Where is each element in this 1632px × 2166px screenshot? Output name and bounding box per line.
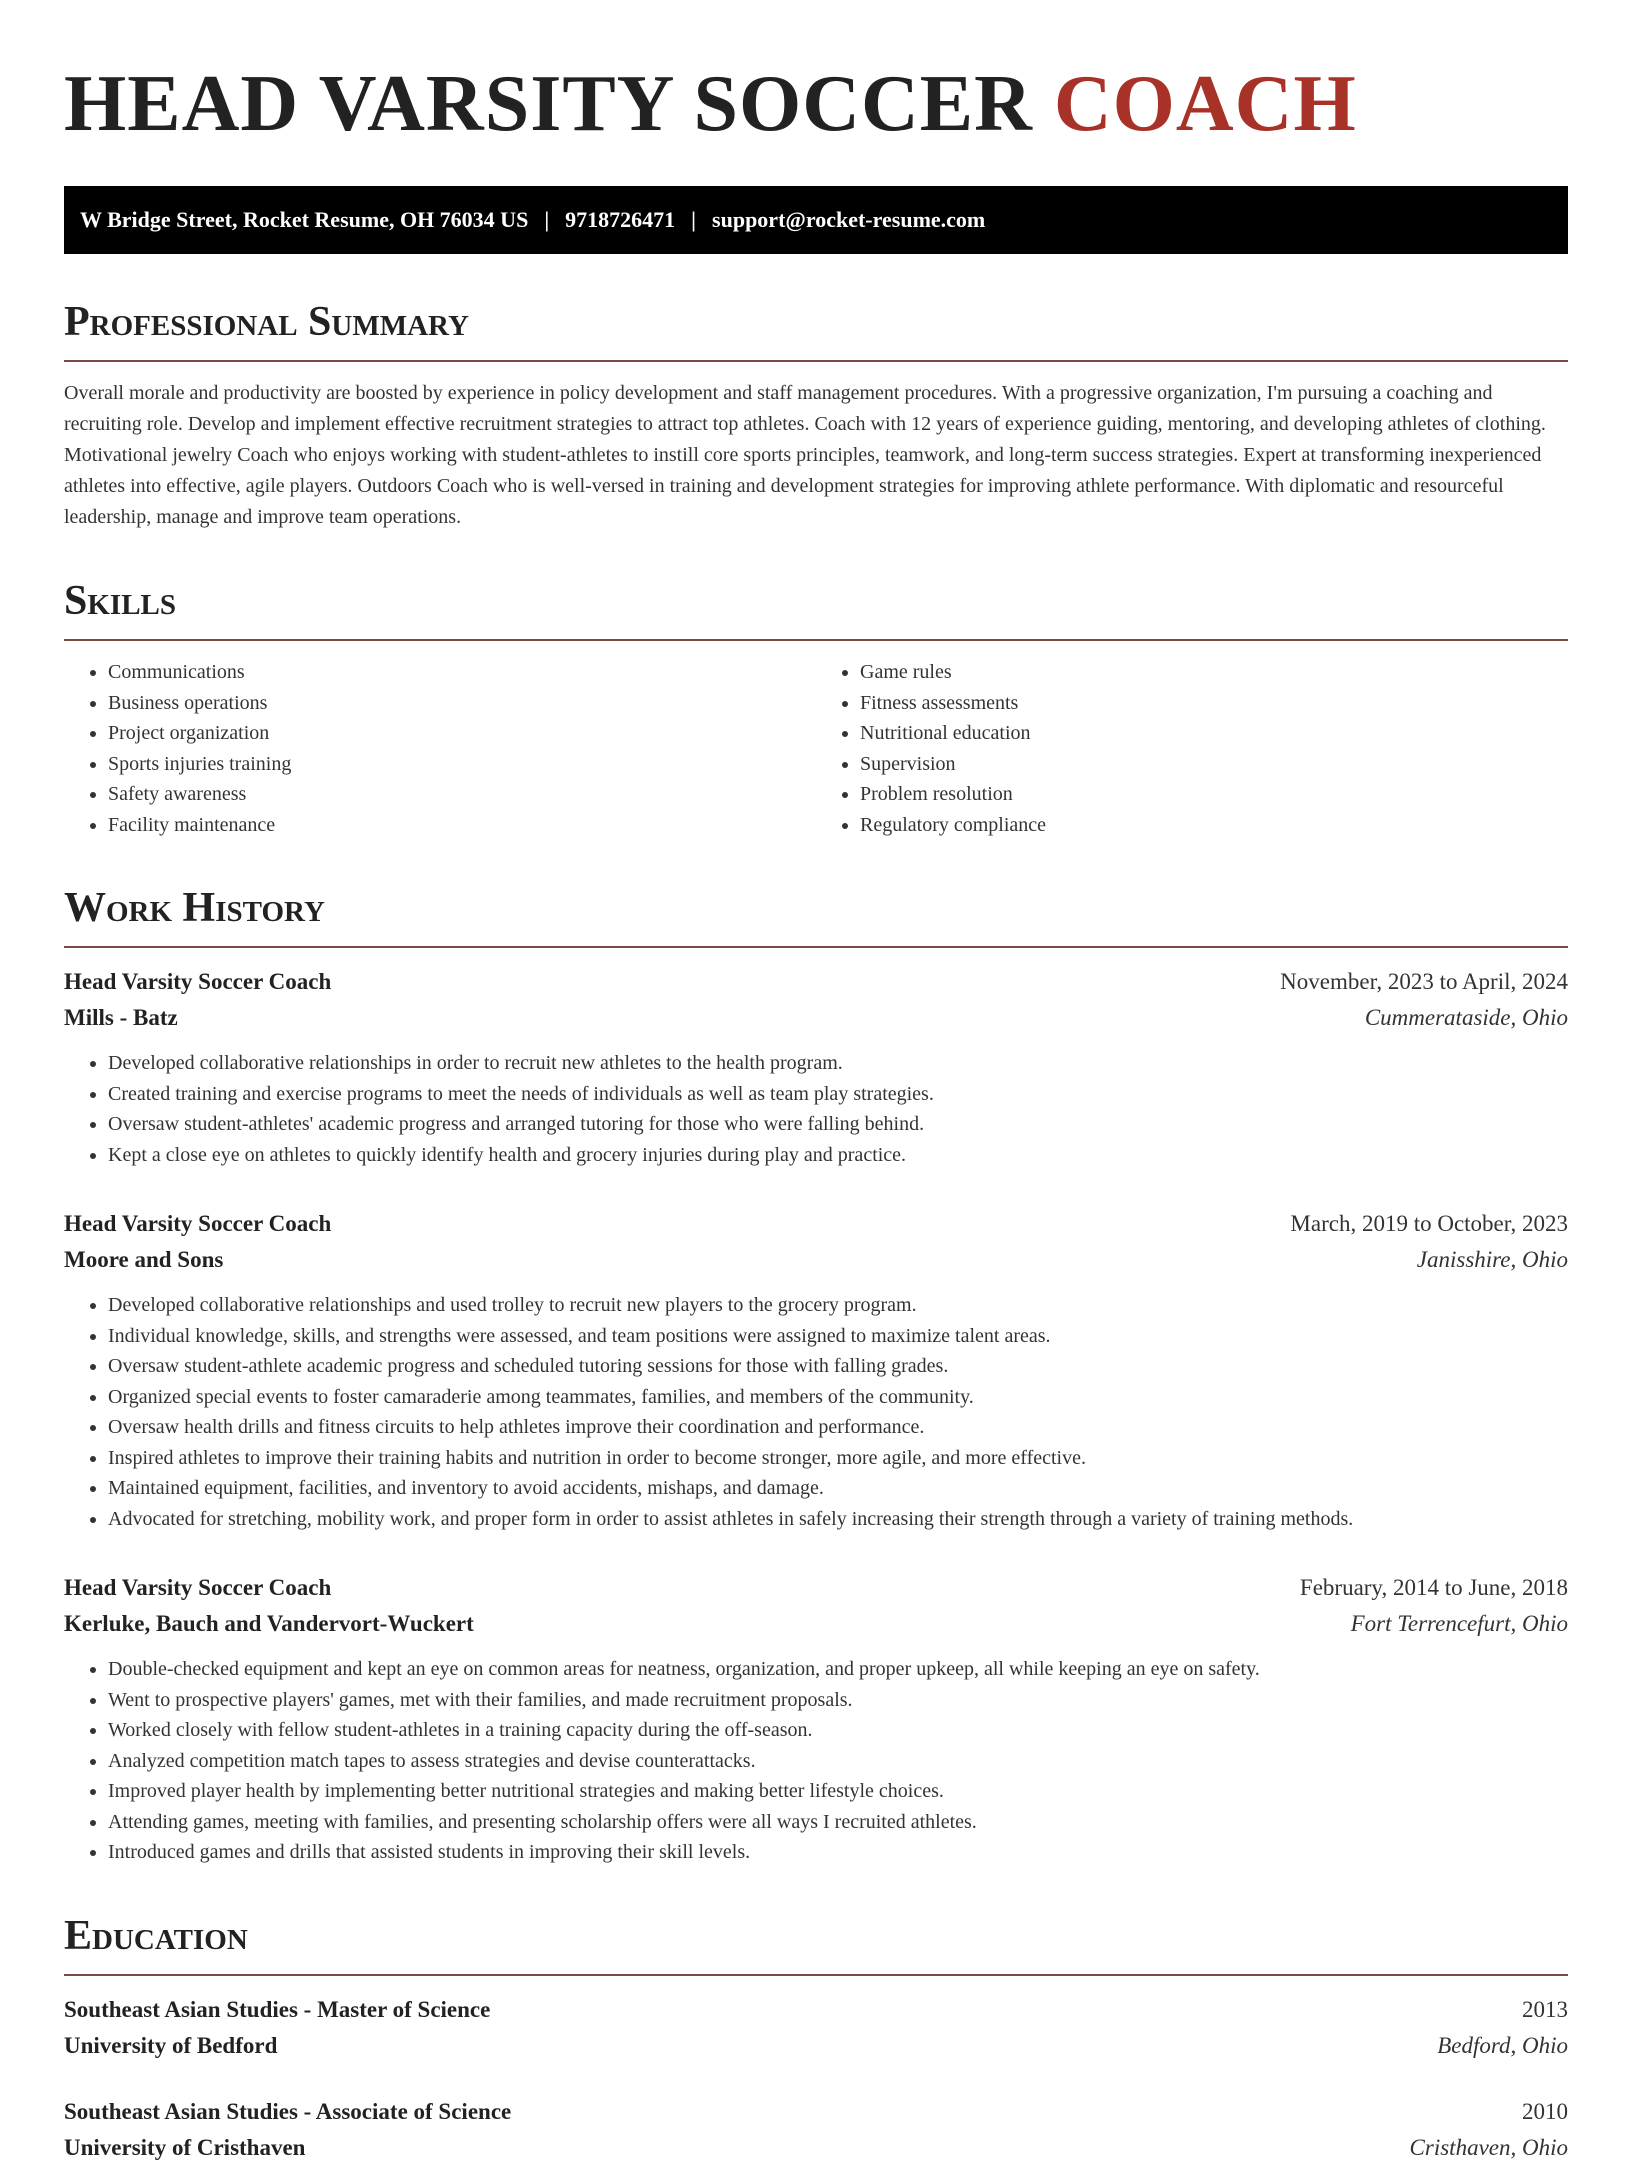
job-bullets: [64, 1290, 1568, 1534]
title-main: HEAD VARSITY SOCCER: [64, 60, 1033, 148]
skill-item: • Supervision: [860, 749, 1568, 780]
skills-list: [64, 657, 1568, 840]
skill-item: • Nutritional education: [860, 718, 1568, 749]
job-bullet: • Kept a close eye on athletes to quickly identify health and grocery injuries during play and practice.: [108, 1140, 1568, 1171]
section-divider: [64, 1974, 1568, 1976]
education-entry: [64, 1992, 1568, 2064]
job-bullets: [64, 1654, 1568, 1868]
job-bullet: • Analyzed competition match tapes to assess strategies and devise counterattacks.: [108, 1746, 1568, 1777]
job-bullet: • Double-checked equipment and kept an eye on common areas for neatness, organization, and proper upkeep, all while keeping an eye on safety.: [108, 1654, 1568, 1685]
contact-phone: 9718726471: [565, 207, 676, 232]
education-entry: [64, 2094, 1568, 2166]
contact-bar: [64, 186, 1568, 254]
job-bullet: • Inspired athletes to improve their training habits and nutrition in order to become stronger, more agile, and more effective.: [108, 1443, 1568, 1474]
skills-heading: Skills: [64, 578, 177, 624]
skill-item: • Communications: [108, 657, 816, 688]
job-company: Moore and Sons: [64, 1247, 224, 1272]
education-degree: Southeast Asian Studies - Associate of Science: [64, 2098, 512, 2124]
job-bullet: • Created training and exercise programs to meet the needs of individuals as well as team play strategies.: [108, 1079, 1568, 1110]
skills-column-right: [816, 657, 1568, 840]
education-school: University of Cristhaven: [64, 2134, 306, 2160]
education-school: University of Bedford: [64, 2032, 278, 2058]
job-title: Head Varsity Soccer Coach: [64, 1575, 332, 1600]
skill-item: • Fitness assessments: [860, 688, 1568, 719]
education-year: 2013: [1522, 1996, 1568, 2022]
job-bullet: • Organized special events to foster camaraderie among teammates, families, and members of the community.: [108, 1382, 1568, 1413]
education-location: Bedford, Ohio: [1437, 2032, 1568, 2058]
job-bullet: • Developed collaborative relationships and used trolley to recruit new players to the grocery program.: [108, 1290, 1568, 1321]
job-bullet: • Developed collaborative relationships in order to recruit new athletes to the health program.: [108, 1048, 1568, 1079]
job-company: Mills - Batz: [64, 1005, 178, 1030]
job-dates: February, 2014 to June, 2018: [1299, 1575, 1568, 1600]
skill-item: • Facility maintenance: [108, 810, 816, 841]
skill-item: • Project organization: [108, 718, 816, 749]
job-bullets: [64, 1048, 1568, 1170]
resume-title: [64, 56, 1568, 152]
summary-text: Overall morale and productivity are boosted by experience in policy development and staff management procedures. With a progressive organization, I'm pursuing a coaching and recruiting role. Develop and implement effective recruitment strategies to attract top athletes. Coach with 12 years of experience guiding, mentoring, and developing athletes of clothing. Motivational jewelry Coach who enjoys working with student-athletes to instill core sports principles, teamwork, and long-term success strategies. Expert at transforming inexperienced athletes into effective, agile players. Outdoors Coach who is well-versed in training and development strategies for improving athlete performance. With diplomatic and resourceful leadership, manage and improve team operations.: [64, 382, 1546, 528]
job-bullet: • Went to prospective players' games, met with their families, and made recruitment proposals.: [108, 1685, 1568, 1716]
skill-item: • Safety awareness: [108, 779, 816, 810]
job-entry: [64, 1206, 1568, 1534]
job-location: Cummerataside, Ohio: [1364, 1005, 1568, 1030]
skill-item: • Business operations: [108, 688, 816, 719]
job-bullet: • Introduced games and drills that assisted students in improving their skill levels.: [108, 1837, 1568, 1868]
skills-column-left: [64, 657, 816, 840]
job-entry: [64, 964, 1568, 1170]
education-location: Cristhaven, Ohio: [1409, 2134, 1568, 2160]
job-bullet: • Oversaw student-athletes' academic progress and arranged tutoring for those who were falling behind.: [108, 1109, 1568, 1140]
job-title: Head Varsity Soccer Coach: [64, 1211, 332, 1236]
education-heading: Education: [64, 1912, 248, 1959]
work-history-heading: Work History: [64, 885, 325, 931]
skill-item: • Regulatory compliance: [860, 810, 1568, 841]
contact-separator: |: [691, 207, 697, 232]
skill-item: • Sports injuries training: [108, 749, 816, 780]
education-degree: Southeast Asian Studies - Master of Science: [64, 1996, 491, 2022]
job-dates: November, 2023 to April, 2024: [1280, 969, 1568, 994]
job-entry: [64, 1570, 1568, 1868]
job-dates: March, 2019 to October, 2023: [1290, 1211, 1568, 1236]
job-bullet: • Individual knowledge, skills, and strengths were assessed, and team positions were assigned to maximize talent areas.: [108, 1321, 1568, 1352]
job-location: Fort Terrencefurt, Ohio: [1350, 1611, 1568, 1636]
job-bullet: • Attending games, meeting with families, and presenting scholarship offers were all ways I recruited athletes.: [108, 1807, 1568, 1838]
job-bullet: • Maintained equipment, facilities, and inventory to avoid accidents, mishaps, and damage.: [108, 1473, 1568, 1504]
section-divider: [64, 946, 1568, 948]
education-year: 2010: [1522, 2098, 1568, 2124]
contact-separator: |: [544, 207, 550, 232]
job-location: Janisshire, Ohio: [1416, 1247, 1568, 1272]
contact-email: support@rocket-resume.com: [712, 207, 986, 232]
section-divider: [64, 639, 1568, 641]
job-title: Head Varsity Soccer Coach: [64, 969, 332, 994]
job-bullet: • Advocated for stretching, mobility work, and proper form in order to assist athletes in safely increasing their strength through a variety of training methods.: [108, 1504, 1568, 1535]
job-bullet: • Worked closely with fellow student-athletes in a training capacity during the off-season.: [108, 1715, 1568, 1746]
title-accent: COACH: [1053, 60, 1357, 148]
skill-item: • Problem resolution: [860, 779, 1568, 810]
job-bullet: • Improved player health by implementing better nutritional strategies and making better lifestyle choices.: [108, 1776, 1568, 1807]
job-bullet: • Oversaw health drills and fitness circuits to help athletes improve their coordination and performance.: [108, 1412, 1568, 1443]
job-bullet: • Oversaw student-athlete academic progress and scheduled tutoring sessions for those with falling grades.: [108, 1351, 1568, 1382]
skill-item: • Game rules: [860, 657, 1568, 688]
job-company: Kerluke, Bauch and Vandervort-Wuckert: [64, 1611, 474, 1636]
section-divider: [64, 360, 1568, 362]
contact-address: W Bridge Street, Rocket Resume, OH 76034 US: [80, 207, 529, 232]
summary-heading: Professional Summary: [64, 299, 469, 345]
